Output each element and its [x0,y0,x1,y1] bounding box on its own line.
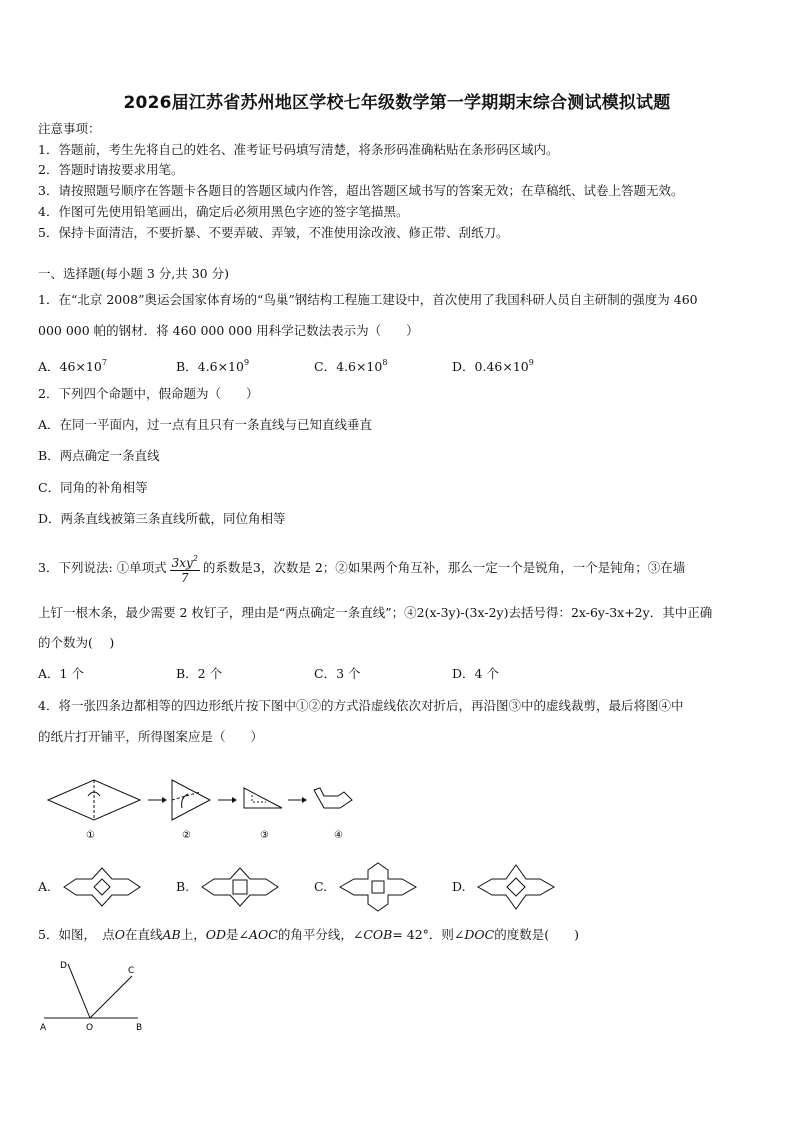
question-5-stem: 5．如图， 点O在直线AB上，OD是∠AOC的角平分线，∠COB= 42°．则∠DOC的度数是( ) [38,927,579,942]
question-4-option-d-figure [476,860,556,914]
question-3-option-d: D．4 个 [452,666,499,681]
fold-line [172,792,200,800]
notice-item: 4．作图可先使用铅笔画出，确定后必须用黑色字迹的签字笔描黑。 [38,204,409,219]
notice-item: 3．请按照题号顺序在答题卡各题目的答题区域内作答，超出答题区域书写的答案无效；在草稿纸、试卷上答题无效。 [38,183,684,198]
question-4-option-b-label: B. [176,879,190,894]
small-triangle-shape [244,788,282,808]
point-label-b: B [136,1023,143,1033]
question-2-option-a: A．在同一平面内，过一点有且只有一条直线与已知直线垂直 [38,417,373,432]
section-heading: 一、选择题(每小题 3 分,共 30 分) [38,266,229,281]
question-2-stem: 2．下列四个命题中，假命题为（ ） [38,386,259,401]
notice-item: 2．答题时请按要求用笔。 [38,162,184,177]
question-4-option-b-figure [200,862,280,912]
point-label-a: A [40,1023,47,1033]
point-label-d: D [60,961,67,971]
question-3-option-a: A．1 个 [38,666,84,681]
question-5-angle-figure [36,952,156,1034]
question-1-option-b: B．$4.6\times 10^9$ [176,358,250,374]
question-1-option-d: D．$0.46\times 10^9$ [452,358,534,374]
step-label: ② [182,830,191,841]
question-4-option-a-figure [62,862,142,912]
question-4-folding-figure [40,770,370,842]
notice-item: 1．答题前，考生先将自己的姓名、准考证号码填写清楚，将条形码准确粘贴在条形码区域内。 [38,142,559,157]
question-3-stem-end: 的个数为( ) [38,635,115,650]
question-1-stem-cont: 000 000 帕的钢材．将 460 000 000 用科学记数法表示为（ ） [38,323,419,338]
question-1-option-a: A．$46\times 10^7$ [38,358,107,374]
ray-oc [90,976,132,1018]
page-title: 2026届江苏省苏州地区学校七年级数学第一学期期末综合测试模拟试题 [123,93,671,113]
question-2-option-b: B．两点确定一条直线 [38,448,160,463]
question-4-option-c-label: C. [314,879,328,894]
cut-piece-shape [314,788,352,808]
question-4-stem-cont: 的纸片打开铺平，所得图案应是（ ） [38,729,264,744]
question-2-option-c: C．同角的补角相等 [38,480,148,495]
point-label-o: O [86,1023,94,1033]
step-label: ① [86,830,95,841]
notice-heading: 注意事项： [38,121,101,136]
question-3-stem-cont: 上钉一根木条，最少需要 2 枚钉子，理由是“两点确定一条直线”；④2(x-3y)-(3x-2y)去括号得：2x-6y-3x+2y．其中正确 [38,605,713,620]
monomial-fraction: $\frac{3xy^2}{7}$ [171,554,198,585]
ray-od [68,964,90,1018]
step-label: ④ [334,830,343,841]
notice-item: 5．保持卡面清洁，不要折暴、不要弄破、弄皱，不准使用涂改液、修正带、刮纸刀。 [38,225,509,240]
question-1-stem: 1．在“北京 2008”奥运会国家体育场的“鸟巢”钢结构工程施工建设中，首次使用了我国科研人员自主研制的强度为 460 [38,292,698,307]
triangle-shape [172,780,210,820]
question-3-option-c: C．3 个 [314,666,361,681]
question-1-option-c: C．$4.6\times 10^8$ [314,358,388,374]
question-4-option-a-label: A. [38,879,52,894]
question-3-option-b: B．2 个 [176,666,223,681]
question-2-option-d: D．两条直线被第三条直线所截，同位角相等 [38,511,286,526]
step-label: ③ [260,830,269,841]
question-4-option-c-figure [338,860,418,914]
question-3-stem: 3．下列说法: ①单项式 $\frac{3xy^2}{7}$ 的系数是3，次数是 2；②如果两个角互补，那么一定一个是锐角，一个是钝角；③在墙 [38,554,686,585]
question-4-option-d-label: D. [452,879,466,894]
question-4-stem: 4．将一张四条边都相等的四边形纸片按下图中①②的方式沿虚线依次对折后，再沿图③中的虚线裁剪，最后将图④中 [38,698,684,713]
point-label-c: C [128,966,135,976]
